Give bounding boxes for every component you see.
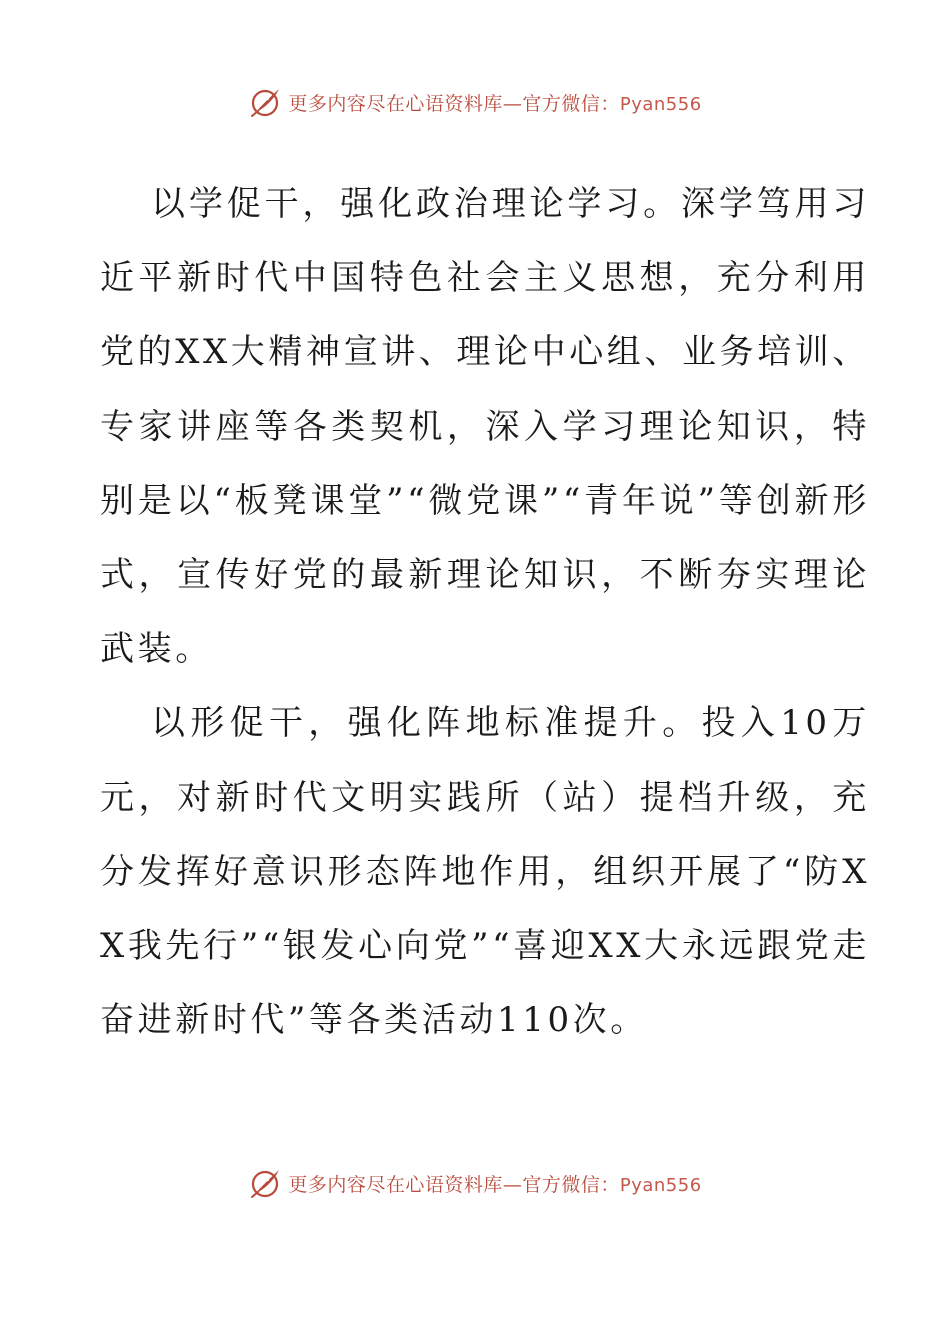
paragraph-2: 以形促干，强化阵地标准提升。投入10万元，对新时代文明实践所（站）提档升级，充分发挥好意识形态阵地作用，组织开展了“防XX我先行”“银发心向党”“喜迎XX大永远跟党走奋进新时代”等各类活动110次。 (100, 703, 870, 1041)
header-wechat-id: Pyan556 (619, 93, 702, 115)
document-body (100, 167, 870, 1057)
footer-banner (0, 1163, 950, 1203)
footer-wechat-id: Pyan556 (619, 1174, 702, 1196)
quill-logo-icon (248, 85, 282, 119)
header-banner-label: 更多内容尽在心语资料库—官方微信： (288, 92, 620, 115)
footer-banner-content (248, 1166, 701, 1200)
quill-logo-icon (248, 1166, 282, 1200)
footer-banner-label: 更多内容尽在心语资料库—官方微信： (288, 1173, 620, 1196)
footer-banner-text (288, 1170, 701, 1197)
header-banner (0, 82, 950, 122)
header-banner-text (288, 89, 701, 116)
paragraph-1: 以学促干，强化政治理论学习。深学笃用习近平新时代中国特色社会主义思想，充分利用党的XX大精神宣讲、理论中心组、业务培训、专家讲座等各类契机，深入学习理论知识，特别是以“板凳课堂”“微党课”“青年说”等创新形式，宣传好党的最新理论知识，不断夯实理论武装。 (100, 184, 871, 670)
header-banner-content (248, 85, 701, 119)
